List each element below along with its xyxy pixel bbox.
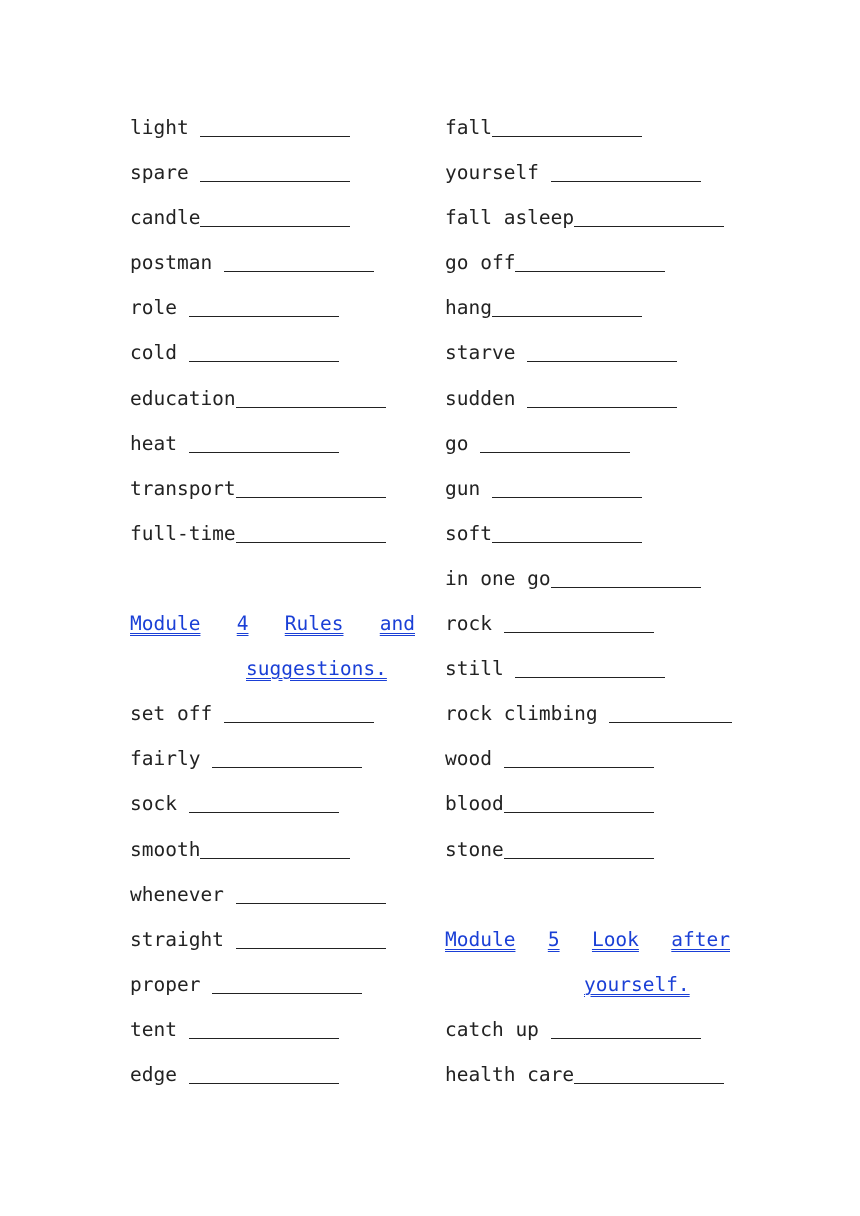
vocab-row xyxy=(445,245,745,290)
vocab-row xyxy=(130,741,430,786)
answer-blank[interactable] xyxy=(189,1012,339,1039)
vocab-term: yourself xyxy=(445,161,551,185)
answer-blank[interactable] xyxy=(492,471,642,498)
vocab-term: proper xyxy=(130,972,213,996)
vocab-term: set off xyxy=(130,702,224,726)
vocab-row xyxy=(130,110,430,155)
vocab-row xyxy=(130,1057,430,1102)
vocab-term: candle xyxy=(130,206,201,230)
vocab-term: still xyxy=(445,657,516,681)
vocab-row xyxy=(445,155,745,200)
module-4-word[interactable]: 4 xyxy=(236,612,249,636)
vocab-row xyxy=(445,561,745,606)
answer-blank[interactable] xyxy=(189,335,339,362)
vocab-term: fall xyxy=(445,116,492,139)
module-5-heading[interactable] xyxy=(445,922,730,967)
answer-blank[interactable] xyxy=(189,290,339,317)
answer-blank[interactable] xyxy=(200,110,350,137)
vocab-row xyxy=(130,832,430,877)
vocab-term: starve xyxy=(445,341,528,365)
vocab-row xyxy=(445,786,745,831)
answer-blank[interactable] xyxy=(200,155,350,182)
answer-blank[interactable] xyxy=(492,290,642,317)
answer-blank[interactable] xyxy=(236,471,386,498)
vocab-row xyxy=(130,696,430,741)
vocab-row xyxy=(130,1012,430,1057)
left-column xyxy=(130,110,430,1102)
answer-blank[interactable] xyxy=(492,110,642,137)
module-4-heading[interactable] xyxy=(130,606,415,651)
vocab-row xyxy=(130,381,430,426)
answer-blank[interactable] xyxy=(504,832,654,859)
answer-blank[interactable] xyxy=(200,832,350,859)
vocab-term: in one go xyxy=(445,566,551,590)
vocab-term: smooth xyxy=(130,837,201,861)
answer-blank[interactable] xyxy=(504,741,654,768)
module-5-heading-line2[interactable] xyxy=(445,967,745,1012)
vocab-term: cold xyxy=(130,341,189,365)
vocab-term: gun xyxy=(445,476,492,500)
answer-blank[interactable] xyxy=(551,561,701,588)
vocab-row xyxy=(445,381,745,426)
vocab-term: sock xyxy=(130,792,189,816)
vocab-term: edge xyxy=(130,1062,189,1086)
vocab-row xyxy=(445,426,745,471)
vocab-row xyxy=(445,1012,745,1057)
vocab-row xyxy=(445,335,745,380)
answer-blank[interactable] xyxy=(551,1012,701,1039)
spacer-row xyxy=(130,561,430,606)
module-5-word[interactable]: 5 xyxy=(547,927,560,951)
vocab-term: tent xyxy=(130,1017,189,1041)
vocab-term: rock xyxy=(445,612,504,636)
vocab-row xyxy=(130,877,430,922)
vocab-row xyxy=(130,245,430,290)
vocab-term: light xyxy=(130,116,201,139)
vocab-term: whenever xyxy=(130,882,236,906)
answer-blank[interactable] xyxy=(236,922,386,949)
vocab-term: full-time xyxy=(130,521,236,545)
vocab-term: straight xyxy=(130,927,236,951)
module-4-title-end[interactable]: suggestions. xyxy=(246,657,387,681)
vocab-term: soft xyxy=(445,521,492,545)
vocab-row xyxy=(445,606,745,651)
module-4-word[interactable]: and xyxy=(379,612,415,636)
vocab-term: fall asleep xyxy=(445,206,575,230)
answer-blank[interactable] xyxy=(527,335,677,362)
vocab-row xyxy=(130,155,430,200)
answer-blank[interactable] xyxy=(504,786,654,813)
vocab-row xyxy=(130,426,430,471)
vocab-term: spare xyxy=(130,161,201,185)
module-4-word[interactable]: Rules xyxy=(284,612,344,636)
vocab-term: go xyxy=(445,431,481,455)
answer-blank[interactable] xyxy=(224,696,374,723)
answer-blank[interactable] xyxy=(189,426,339,453)
vocab-term: stone xyxy=(445,837,504,861)
vocab-term: catch up xyxy=(445,1017,551,1041)
answer-blank[interactable] xyxy=(236,381,386,408)
vocab-term: role xyxy=(130,296,189,320)
vocab-row xyxy=(130,200,430,245)
answer-blank[interactable] xyxy=(504,606,654,633)
answer-blank[interactable] xyxy=(515,245,665,272)
vocab-row xyxy=(445,290,745,335)
answer-blank[interactable] xyxy=(212,741,362,768)
module-5-word[interactable]: Module xyxy=(445,927,516,951)
vocab-row xyxy=(445,696,745,741)
answer-blank[interactable] xyxy=(200,200,350,227)
vocab-row xyxy=(445,200,745,245)
vocab-row xyxy=(445,1057,745,1102)
module-5-word[interactable]: Look xyxy=(591,927,639,951)
vocab-row xyxy=(445,651,745,696)
vocab-row xyxy=(445,471,745,516)
vocab-term: transport xyxy=(130,476,236,500)
answer-blank[interactable] xyxy=(574,200,724,227)
vocab-term: sudden xyxy=(445,386,528,410)
vocab-row xyxy=(130,516,430,561)
vocab-term: fairly xyxy=(130,747,213,771)
answer-blank[interactable] xyxy=(236,877,386,904)
vocab-row xyxy=(445,110,745,155)
vocab-term: heat xyxy=(130,431,189,455)
vocab-term: blood xyxy=(445,792,504,816)
vocab-term: education xyxy=(130,386,236,410)
vocab-term: postman xyxy=(130,251,224,275)
answer-blank[interactable] xyxy=(189,1057,339,1084)
vocab-row xyxy=(445,516,745,561)
spacer-row xyxy=(445,877,745,922)
vocab-row xyxy=(130,967,430,1012)
answer-blank[interactable] xyxy=(574,1057,724,1084)
right-column xyxy=(445,110,745,1102)
vocab-row xyxy=(130,786,430,831)
answer-blank[interactable] xyxy=(551,155,701,182)
module-5-title-end[interactable]: yourself. xyxy=(584,972,690,996)
vocab-term: health care xyxy=(445,1062,575,1086)
vocab-row xyxy=(130,290,430,335)
vocab-term: hang xyxy=(445,296,492,320)
vocab-row xyxy=(130,335,430,380)
module-4-word[interactable]: Module xyxy=(130,612,201,636)
vocab-term: go off xyxy=(445,251,516,275)
answer-blank[interactable] xyxy=(480,426,630,453)
answer-blank[interactable] xyxy=(527,381,677,408)
vocab-row xyxy=(445,832,745,877)
vocab-row xyxy=(445,741,745,786)
vocab-term: rock climbing xyxy=(445,702,610,726)
module-5-word[interactable]: after xyxy=(671,927,730,951)
answer-blank[interactable] xyxy=(515,651,665,678)
answer-blank[interactable] xyxy=(212,967,362,994)
vocab-term: wood xyxy=(445,747,504,771)
answer-blank[interactable] xyxy=(609,696,732,723)
vocab-row xyxy=(130,922,430,967)
answer-blank[interactable] xyxy=(236,516,386,543)
module-4-heading-line2[interactable] xyxy=(130,651,430,696)
answer-blank[interactable] xyxy=(189,786,339,813)
vocab-row xyxy=(130,471,430,516)
answer-blank[interactable] xyxy=(492,516,642,543)
answer-blank[interactable] xyxy=(224,245,374,272)
